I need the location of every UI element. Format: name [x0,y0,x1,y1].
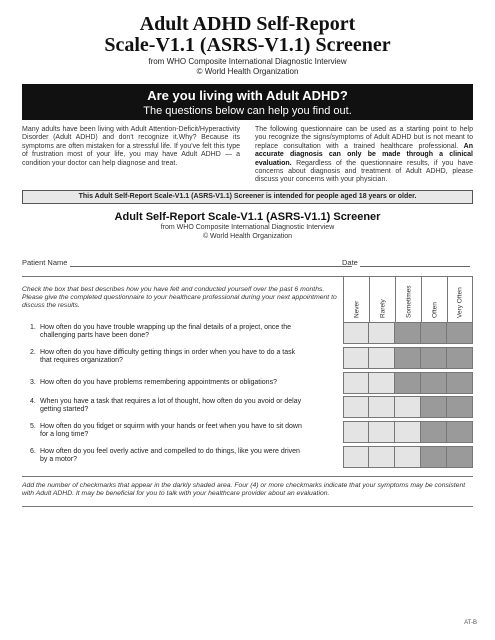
intro-right-text: The following questionnaire can be used as a starting point to help you recognize the signs/symptoms of Adult ADHD but is not meant to replace consultation with a trained healthcare professional. [255,126,473,150]
response-checkbox[interactable] [447,421,473,443]
column-header-label: Very Often [456,287,464,318]
response-boxes [343,372,473,394]
question-number: 6. [30,448,36,455]
response-checkbox[interactable] [421,446,447,468]
date-row [342,258,470,267]
column-header [447,276,473,322]
response-checkbox[interactable] [421,421,447,443]
response-checkbox[interactable] [369,396,395,418]
intro-right-bold: An accurate diagnosis can only be made through a clinical evaluation. [255,142,474,167]
response-checkbox[interactable] [369,372,395,394]
question-row [22,421,473,443]
response-checkbox[interactable] [369,322,395,344]
column-header [421,276,447,322]
response-checkbox[interactable] [343,396,369,418]
response-checkbox[interactable] [369,446,395,468]
question-line: for a long time? [40,431,89,439]
column-header [395,276,421,322]
question-line: How often do you fidget or squirm with your hands or feet when you have to sit down [40,423,302,430]
intro-right-text-after: Regardless of the questionnaire results, if you have concerns about diagnosis and treatment of Adult ADHD, please discuss your concerns with your physician. [255,159,473,184]
question-row [22,446,473,468]
response-boxes [343,446,473,468]
question-row [22,372,473,394]
question-row [22,322,473,344]
response-checkbox[interactable] [343,421,369,443]
column-header-label: Sometimes [405,285,412,318]
question-line: challenging parts have been done? [40,332,149,340]
question-number: 4. [30,398,36,405]
question-number: 2. [30,349,36,356]
document-copyright: © World Health Organization [196,67,299,76]
response-checkbox[interactable] [343,372,369,394]
response-checkbox[interactable] [447,347,473,369]
response-checkbox[interactable] [343,446,369,468]
instructions: Check the box that best describes how you have felt and conducted yourself over the past 6 months. Please give the completed questionnaire to your healthcare professional during your next appointment to discuss the results. [22,286,337,310]
scale-copyright: © World Health Organization [202,232,293,240]
question-text [30,448,335,465]
question-line: How often do you feel overly active and compelled to do things, like you were driven [40,448,300,455]
column-header-label: Never [353,300,360,318]
banner-subheading: The questions below can help you find out. [143,105,352,117]
response-checkbox[interactable] [395,446,421,468]
question-number: 5. [30,423,36,430]
response-checkbox[interactable] [395,347,421,369]
header [0,0,495,77]
response-boxes [343,322,473,344]
scoring-note: Add the number of checkmarks that appear in the darkly shaded area. Four (4) or more checkmarks indicate that your symptoms may be consistent with Adult ADHD. It may be beneficial for you to talk with your healthcare provider about an evaluation. [22,482,466,498]
response-checkbox[interactable] [421,322,447,344]
question-line: How often do you have problems remembering appointments or obligations? [40,379,277,386]
response-checkbox[interactable] [421,347,447,369]
scale-subtitle: from WHO Composite International Diagnostic Interview [160,224,335,231]
question-number: 3. [30,379,36,386]
scale-title: Adult Self-Report Scale-V1.1 (ASRS-V1.1) Screener [114,211,381,223]
question-line: When you have a task that requires a lot of thought, how often do you avoid or delay [40,398,302,405]
question-row [22,396,473,418]
column-header [343,276,369,322]
response-checkbox[interactable] [395,396,421,418]
response-checkbox[interactable] [447,446,473,468]
scale-header [0,211,495,241]
patient-name-field[interactable] [70,259,352,267]
column-header-label: Often [431,302,438,318]
question-text [30,379,335,387]
banner [22,84,473,120]
patient-name-label: Patient Name [22,258,68,267]
question-text [30,349,335,366]
question-text [30,324,335,341]
date-field[interactable] [360,259,470,267]
question-line: by a motor? [40,456,77,464]
question-line: How often do you have trouble wrapping up the final details of a project, once the [40,324,291,331]
response-checkbox[interactable] [395,322,421,344]
response-boxes [343,421,473,443]
divider [22,506,473,507]
response-checkbox[interactable] [447,372,473,394]
document-subtitle: from WHO Composite International Diagnostic Interview [148,57,347,66]
patient-name-row [22,258,352,267]
response-checkbox[interactable] [421,396,447,418]
column-header [369,276,395,322]
page-id: AT-B [464,620,477,626]
response-checkbox[interactable] [447,322,473,344]
date-label: Date [342,258,358,267]
divider [22,476,473,477]
question-text [30,423,335,440]
response-scale-header [343,276,473,322]
question-row [22,347,473,369]
response-checkbox[interactable] [421,372,447,394]
response-checkbox[interactable] [343,347,369,369]
age-notice: This Adult Self-Report Scale-V1.1 (ASRS-V1.1) Screener is intended for people aged 18 years or older. [22,190,473,204]
column-header-label: Rarely [379,299,386,318]
response-checkbox[interactable] [343,322,369,344]
question-line: getting started? [40,406,89,414]
banner-heading: Are you living with Adult ADHD? [147,88,348,103]
document-title-line2: Scale-V1.1 (ASRS-V1.1) Screener [104,34,391,56]
question-line: that requires organization? [40,357,123,365]
response-boxes [343,396,473,418]
response-checkbox[interactable] [369,421,395,443]
response-checkbox[interactable] [447,396,473,418]
question-number: 1. [30,324,36,331]
question-text [30,398,335,415]
intro-left-paragraph: Many adults have been living with Adult Attention-Deficit/Hyperactivity Disorder (Adult ADHD) and don't recognize it.Why? Because its symptoms are often mistaken for a stressful life. If you've felt this type of frustration most of your life, you may have Adult ADHD — a condition your doctor can help diagnose and treat. [22,126,240,167]
response-checkbox[interactable] [369,347,395,369]
response-checkbox[interactable] [395,372,421,394]
intro-right-paragraph [255,126,473,185]
response-boxes [343,347,473,369]
response-checkbox[interactable] [395,421,421,443]
question-line: How often do you have difficulty getting things in order when you have to do a task [40,349,296,356]
document-title-line1: Adult ADHD Self-Report [139,13,356,35]
